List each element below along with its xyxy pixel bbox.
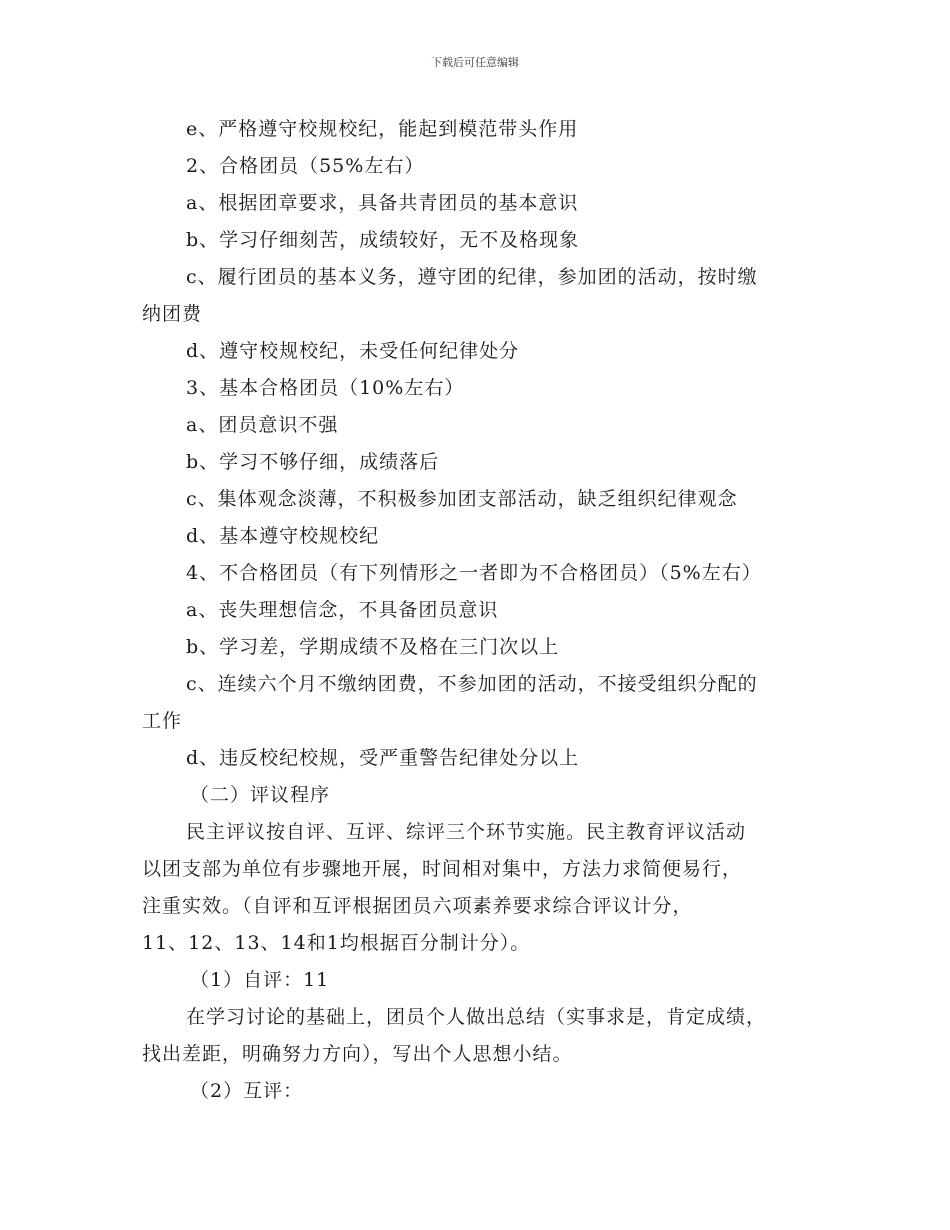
criteria-line: d、基本遵守校规校纪: [186, 525, 380, 547]
page-header: 下载后可任意编辑: [431, 56, 519, 69]
criteria-line: b、学习不够仔细，成绩落后: [186, 451, 440, 473]
criteria-line: c、履行团员的基本义务，遵守团的纪律，参加团的活动，按时缴: [186, 266, 758, 288]
criteria-line: b、学习仔细刻苦，成绩较好，无不及格现象: [186, 229, 580, 251]
document-body: [142, 111, 810, 1110]
criteria-line: a、根据团章要求，具备共青团员的基本意识: [186, 192, 579, 214]
subsection-heading: （二）评议程序: [190, 784, 331, 806]
paragraph-line: 以团支部为单位有步骤地开展，时间相对集中，方法力求简便易行，: [142, 858, 743, 880]
criteria-line-continued: 纳团费: [142, 303, 203, 325]
criteria-line: c、连续六个月不缴纳团费，不参加团的活动，不接受组织分配的: [186, 673, 758, 695]
paragraph-line: 11、12、13、14和1均根据百分制计分）。: [142, 932, 531, 954]
section-heading: 3、基本合格团员（10%左右）: [186, 377, 465, 399]
section-heading: 2、合格团员（55%左右）: [186, 155, 425, 177]
criteria-line: d、违反校纪校规，受严重警告纪律处分以上: [186, 747, 580, 769]
criteria-line: a、团员意识不强: [186, 414, 339, 436]
paragraph-line: 注重实效。（自评和互评根据团员六项素养要求综合评议计分，: [142, 895, 693, 917]
subsection-heading: （2）互评：: [190, 1080, 304, 1102]
subsection-heading: （1）自评：11: [190, 969, 330, 991]
criteria-line: d、遵守校规校纪，未受任何纪律处分: [186, 340, 520, 362]
paragraph-line: 民主评议按自评、互评、综评三个环节实施。民主教育评议活动: [186, 821, 747, 843]
criteria-line: b、学习差，学期成绩不及格在三门次以上: [186, 636, 560, 658]
section-heading: 4、不合格团员（有下列情形之一者即为不合格团员）（5%左右）: [186, 562, 762, 584]
criteria-line: a、丧失理想信念，不具备团员意识: [186, 599, 499, 621]
paragraph-line: 找出差距，明确努力方向），写出个人思想小结。: [142, 1043, 573, 1065]
criteria-line: e、严格遵守校规校纪，能起到模范带头作用: [186, 118, 579, 140]
criteria-line-continued: 工作: [142, 710, 183, 732]
paragraph-line: 在学习讨论的基础上，团员个人做出总结（实事求是，肯定成绩，: [186, 1006, 767, 1028]
criteria-line: c、集体观念淡薄，不积极参加团支部活动，缺乏组织纪律观念: [186, 488, 738, 510]
